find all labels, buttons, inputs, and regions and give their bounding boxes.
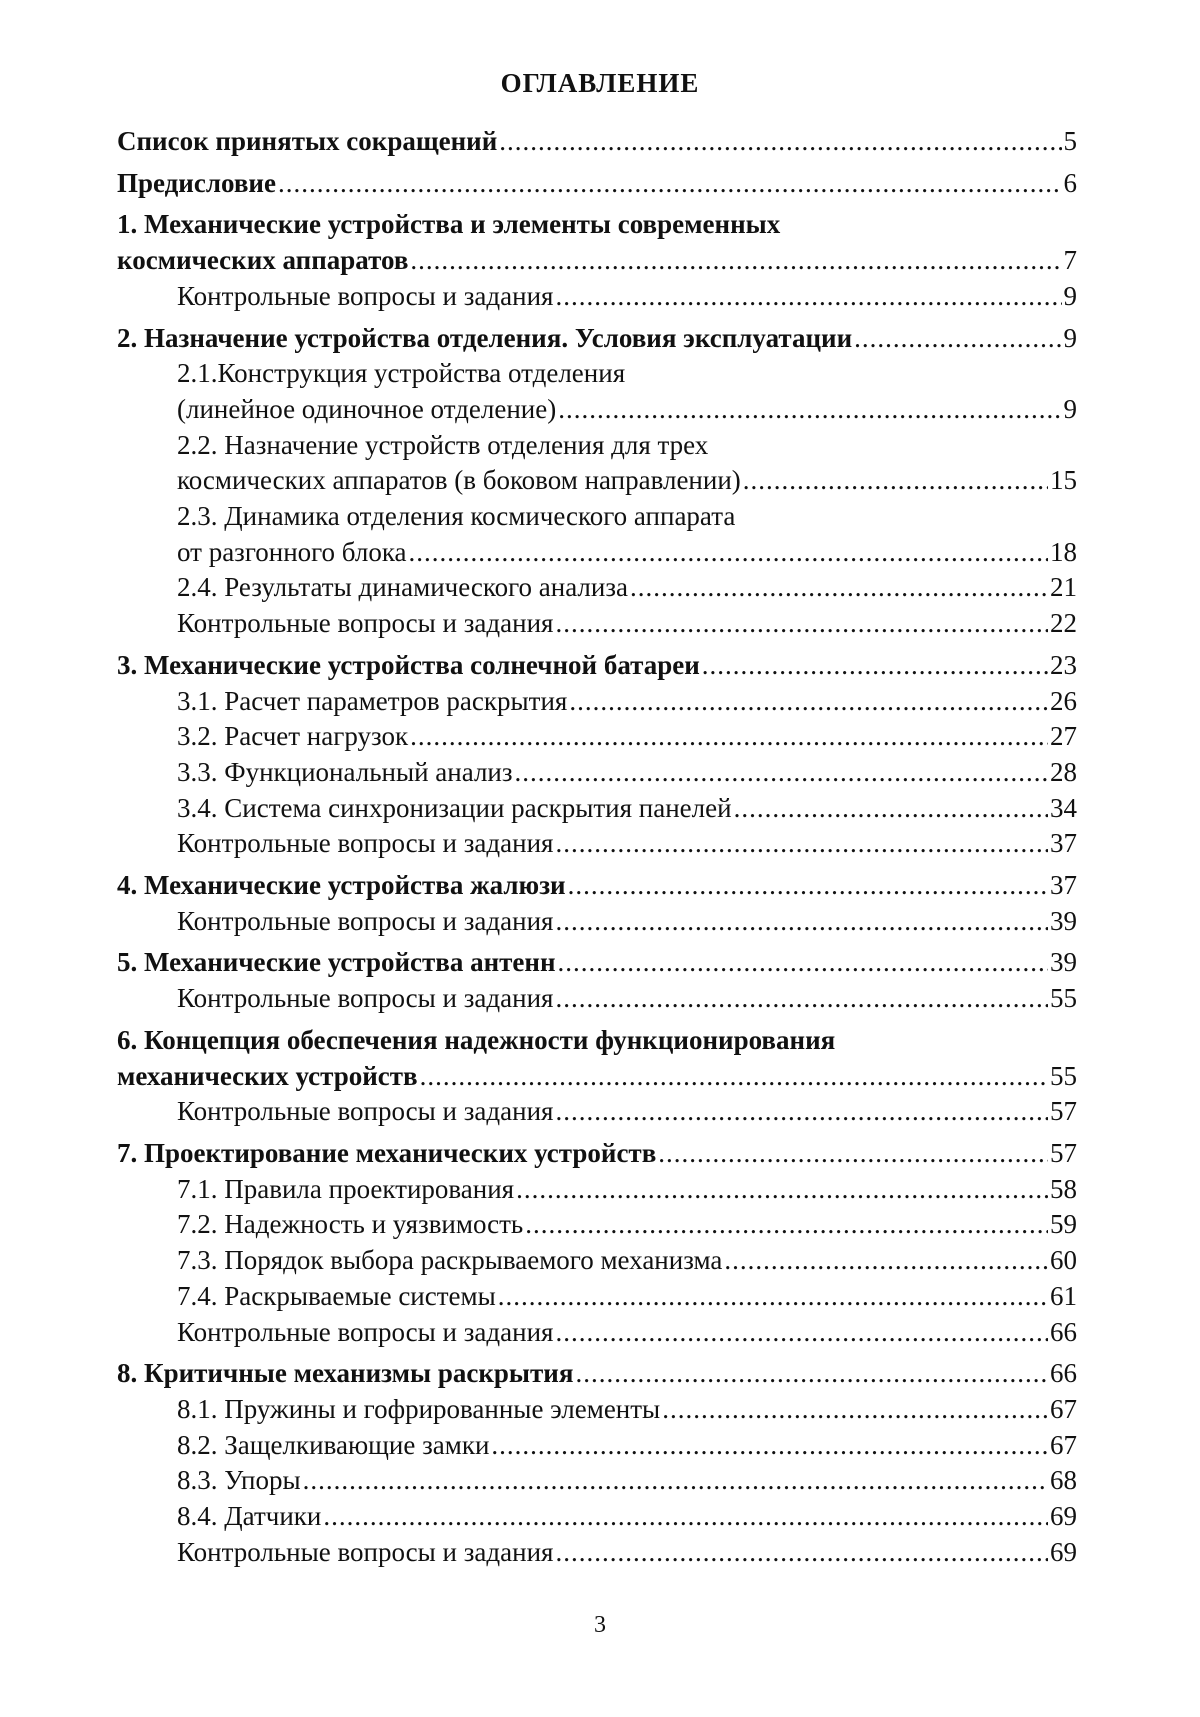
toc-entry-page-number: 66 (1050, 1316, 1077, 1347)
toc-dot-leader (658, 1136, 1048, 1172)
toc-entry-line (177, 826, 1077, 862)
toc-chapter-entry[interactable] (117, 321, 1077, 357)
toc-dot-leader (558, 945, 1048, 981)
toc-dot-leader (323, 1499, 1048, 1535)
toc-entry-line (117, 124, 1077, 160)
toc-dot-leader (410, 243, 1061, 279)
toc-entry-line (117, 243, 1077, 279)
toc-entry-line (177, 1315, 1077, 1351)
toc-dot-leader (555, 1094, 1048, 1130)
toc-dot-leader (515, 755, 1048, 791)
toc-section-entry[interactable] (117, 719, 1077, 755)
toc-chapter-entry[interactable] (117, 124, 1077, 160)
toc-section-entry[interactable] (117, 755, 1077, 791)
toc-entry-page-number: 69 (1050, 1536, 1077, 1567)
toc-entry-line (117, 648, 1077, 684)
toc-entry-title: 7. Проектирование механических устройств (117, 1137, 657, 1168)
toc-section-entry[interactable] (117, 684, 1077, 720)
toc-dot-leader (525, 1207, 1048, 1243)
toc-entry-title: космических аппаратов (117, 245, 409, 276)
toc-section-entry[interactable] (117, 1392, 1077, 1428)
toc-section-entry[interactable] (117, 1535, 1077, 1571)
toc-entry-line (177, 1279, 1077, 1315)
toc-entry-title: 8.2. Защелкивающие замки (177, 1429, 490, 1460)
toc-entry-line (177, 755, 1077, 791)
toc-dot-leader (558, 392, 1061, 428)
toc-chapter-entry[interactable] (117, 1356, 1077, 1392)
toc-entry-title: 8.3. Упоры (177, 1465, 301, 1496)
toc-section-entry[interactable] (117, 279, 1077, 315)
toc-entry-line (177, 392, 1077, 428)
toc-entry-line (177, 981, 1077, 1017)
toc-entry-line (177, 1499, 1077, 1535)
toc-entry-title: 4. Механические устройства жалюзи (117, 870, 566, 901)
toc-entry-page-number: 59 (1050, 1209, 1077, 1240)
toc-entry-page-number: 57 (1050, 1137, 1077, 1168)
toc-entry-title: от разгонного блока (177, 536, 407, 567)
toc-entry-line (117, 166, 1077, 202)
toc-entry-title: 8.4. Датчики (177, 1501, 322, 1532)
toc-entry-title-line1: 2.2. Назначение устройств отделения для трех (177, 429, 709, 460)
toc-entry-page-number: 61 (1050, 1280, 1077, 1311)
toc-entry-line (117, 1136, 1077, 1172)
toc-entry-title: (линейное одиночное отделение) (177, 393, 557, 424)
toc-entry-line (177, 570, 1077, 606)
toc-section-entry[interactable] (117, 1279, 1077, 1315)
toc-entry-page-number: 58 (1050, 1173, 1077, 1204)
toc-entry-title: Предисловие (117, 167, 276, 198)
toc-entry-page-number: 6 (1063, 167, 1077, 198)
toc-entry-page-number: 57 (1050, 1096, 1077, 1127)
toc-entry-line (177, 719, 1077, 755)
toc-entry-title: 3.2. Расчет нагрузок (177, 721, 409, 752)
toc-entry-title: 3.4. Система синхронизации раскрытия панелей (177, 792, 732, 823)
toc-entry-page-number: 55 (1050, 983, 1077, 1014)
toc-entry-title-line1: 2.1.Конструкция устройства отделения (177, 358, 626, 389)
toc-dot-leader (575, 1356, 1048, 1392)
toc-entry-page-number: 67 (1050, 1393, 1077, 1424)
toc-entry-line (177, 1463, 1077, 1499)
toc-entry-page-number: 55 (1050, 1060, 1077, 1091)
toc-chapter-entry[interactable] (117, 1023, 1077, 1094)
toc-entry-page-number: 69 (1050, 1501, 1077, 1532)
toc-entry-page-number: 28 (1050, 756, 1077, 787)
toc-entry-line (117, 321, 1077, 357)
toc-entry-line (177, 1094, 1077, 1130)
toc-entry-page-number: 22 (1050, 608, 1077, 639)
toc-dot-leader (499, 124, 1061, 160)
toc-dot-leader (555, 1535, 1048, 1571)
toc-entry-page-number: 37 (1050, 828, 1077, 859)
toc-dot-leader (516, 1172, 1048, 1208)
toc-entry-title: Контрольные вопросы и задания (177, 1536, 554, 1567)
toc-dot-leader (568, 868, 1048, 904)
toc-chapter-entry[interactable] (117, 1136, 1077, 1172)
toc-chapter-entry[interactable] (117, 945, 1077, 981)
toc-dot-leader (498, 1279, 1048, 1315)
toc-entry-title: 7.3. Порядок выбора раскрываемого механизма (177, 1245, 723, 1276)
toc-entry-line (117, 945, 1077, 981)
toc-entry-page-number: 9 (1063, 393, 1077, 424)
toc-dot-leader (630, 570, 1048, 606)
toc-section-entry[interactable] (117, 1207, 1077, 1243)
toc-entry-title-line1: 6. Концепция обеспечения надежности функционирования (117, 1024, 836, 1055)
toc-entry-title: 8.1. Пружины и гофрированные элементы (177, 1393, 661, 1424)
toc-entry-title: 2.4. Результаты динамического анализа (177, 572, 628, 603)
table-of-contents (117, 124, 1077, 1570)
toc-dot-leader (724, 1243, 1048, 1279)
toc-entry-line (117, 1059, 1077, 1095)
toc-section-entry[interactable] (117, 1094, 1077, 1130)
toc-entry-title: 2. Назначение устройства отделения. Условия эксплуатации (117, 322, 853, 353)
toc-entry-title: космических аппаратов (в боковом направлении) (177, 465, 741, 496)
toc-section-entry[interactable] (117, 981, 1077, 1017)
toc-dot-leader (420, 1059, 1048, 1095)
toc-dot-leader (743, 463, 1048, 499)
toc-entry-title: 5. Механические устройства антенн (117, 947, 556, 978)
toc-entry-line (177, 791, 1077, 827)
toc-entry-page-number: 66 (1050, 1358, 1077, 1389)
toc-entry-title: 8. Критичные механизмы раскрытия (117, 1358, 574, 1389)
toc-entry-title: Список принятых сокращений (117, 126, 498, 156)
toc-section-entry[interactable] (117, 499, 1077, 570)
toc-section-entry[interactable] (117, 826, 1077, 862)
toc-dot-leader (409, 535, 1048, 571)
toc-entry-title: механических устройств (117, 1060, 418, 1091)
toc-entry-page-number: 5 (1063, 126, 1077, 156)
toc-section-entry[interactable] (117, 1315, 1077, 1351)
toc-section-entry[interactable] (117, 904, 1077, 940)
toc-entry-title: Контрольные вопросы и задания (177, 1316, 554, 1347)
toc-entry-title-line1: 1. Механические устройства и элементы современных (117, 209, 781, 240)
toc-chapter-entry[interactable] (117, 868, 1077, 904)
page-number: 3 (594, 1612, 606, 1638)
toc-entry-page-number: 26 (1050, 685, 1077, 716)
toc-dot-leader (569, 684, 1048, 720)
toc-dot-leader (303, 1463, 1048, 1499)
page-title: ОГЛАВЛЕНИЕ (500, 68, 700, 98)
toc-entry-line (177, 535, 1077, 571)
toc-dot-leader (702, 648, 1048, 684)
toc-section-entry[interactable] (117, 1172, 1077, 1208)
toc-dot-leader (555, 826, 1048, 862)
toc-entry-page-number: 39 (1050, 905, 1077, 936)
toc-entry-title: Контрольные вопросы и задания (177, 1096, 554, 1127)
toc-entry-title-line1: 2.3. Динамика отделения космического аппарата (177, 501, 736, 532)
toc-dot-leader (491, 1428, 1048, 1464)
toc-entry-line (177, 1243, 1077, 1279)
toc-entry-title: 7.1. Правила проектирования (177, 1173, 515, 1204)
toc-chapter-entry[interactable] (117, 166, 1077, 202)
toc-entry-line (117, 1356, 1077, 1392)
toc-entry-page-number: 60 (1050, 1245, 1077, 1276)
toc-entry-line (177, 904, 1077, 940)
toc-section-entry[interactable] (117, 428, 1077, 499)
toc-entry-title: Контрольные вопросы и задания (177, 828, 554, 859)
toc-section-entry[interactable] (117, 570, 1077, 606)
toc-entry-line (177, 463, 1077, 499)
toc-dot-leader (555, 1315, 1048, 1351)
toc-entry-line (177, 606, 1077, 642)
toc-dot-leader (410, 719, 1048, 755)
toc-section-entry[interactable] (117, 1499, 1077, 1535)
toc-entry-page-number: 23 (1050, 649, 1077, 680)
toc-entry-line (177, 279, 1077, 315)
toc-entry-title: Контрольные вопросы и задания (177, 905, 554, 936)
toc-entry-page-number: 7 (1063, 245, 1077, 276)
toc-section-entry[interactable] (117, 606, 1077, 642)
toc-dot-leader (662, 1392, 1048, 1428)
toc-entry-line (177, 1428, 1077, 1464)
toc-chapter-entry[interactable] (117, 207, 1077, 278)
toc-entry-page-number: 15 (1050, 465, 1077, 496)
toc-entry-line (177, 1172, 1077, 1208)
toc-dot-leader (734, 791, 1048, 827)
toc-entry-page-number: 18 (1050, 536, 1077, 567)
toc-chapter-entry[interactable] (117, 648, 1077, 684)
toc-entry-line (177, 1207, 1077, 1243)
toc-entry-title: 7.4. Раскрываемые системы (177, 1280, 496, 1311)
toc-dot-leader (854, 321, 1061, 357)
toc-entry-page-number: 21 (1050, 572, 1077, 603)
toc-section-entry[interactable] (117, 1463, 1077, 1499)
toc-entry-page-number: 37 (1050, 870, 1077, 901)
toc-entry-page-number: 68 (1050, 1465, 1077, 1496)
toc-dot-leader (555, 904, 1048, 940)
toc-entry-line (177, 1392, 1077, 1428)
toc-section-entry[interactable] (117, 356, 1077, 427)
toc-dot-leader (278, 166, 1062, 202)
toc-entry-page-number: 9 (1063, 322, 1077, 353)
toc-entry-line (117, 868, 1077, 904)
toc-entry-title: 7.2. Надежность и уязвимость (177, 1209, 524, 1240)
toc-entry-title: 3. Механические устройства солнечной батареи (117, 649, 700, 680)
toc-entry-page-number: 39 (1050, 947, 1077, 978)
toc-entry-title: 3.1. Расчет параметров раскрытия (177, 685, 568, 716)
toc-entry-title: Контрольные вопросы и задания (177, 983, 554, 1014)
toc-entry-title: 3.3. Функциональный анализ (177, 756, 513, 787)
toc-entry-line (177, 1535, 1077, 1571)
toc-entry-title: Контрольные вопросы и задания (177, 280, 554, 311)
toc-entry-page-number: 67 (1050, 1429, 1077, 1460)
toc-entry-title: Контрольные вопросы и задания (177, 608, 554, 639)
toc-entry-page-number: 34 (1050, 792, 1077, 823)
toc-dot-leader (555, 279, 1061, 315)
toc-section-entry[interactable] (117, 1428, 1077, 1464)
toc-section-entry[interactable] (117, 1243, 1077, 1279)
toc-entry-page-number: 9 (1063, 280, 1077, 311)
toc-section-entry[interactable] (117, 791, 1077, 827)
toc-entry-line (177, 684, 1077, 720)
toc-dot-leader (555, 981, 1048, 1017)
toc-dot-leader (555, 606, 1048, 642)
toc-entry-page-number: 27 (1050, 721, 1077, 752)
